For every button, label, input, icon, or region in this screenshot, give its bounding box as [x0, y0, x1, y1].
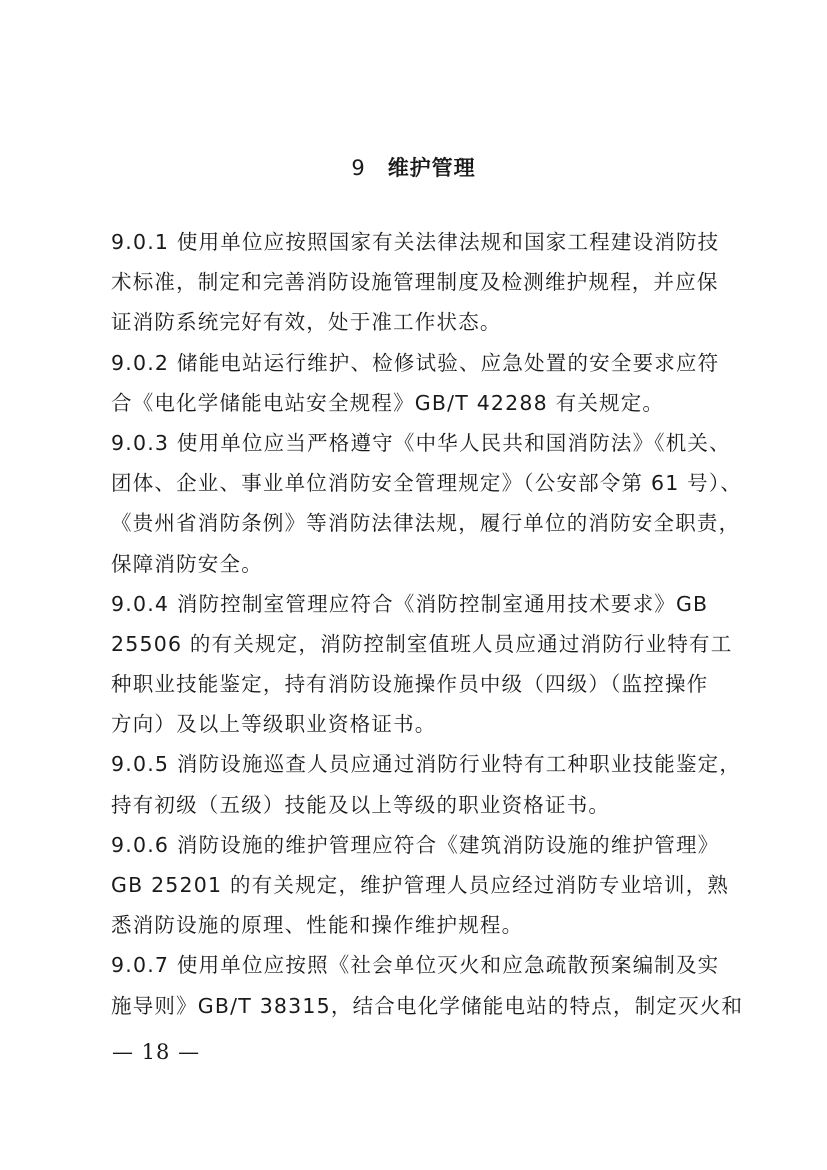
text-line: 9.0.1 使用单位应按照国家有关法律法规和国家工程建设消防技 [111, 230, 720, 254]
text-line: 持有初级（五级）技能及以上等级的职业资格证书。 [111, 792, 611, 817]
text-line: 9.0.4 消防控制室管理应符合《消防控制室通用技术要求》GB [111, 591, 709, 616]
text-line: 种职业技能鉴定，持有消防设施操作员中级（四级）（监控操作 [111, 672, 709, 697]
text-line: 证消防系统完好有效，处于准工作状态。 [111, 310, 502, 335]
text-line: 9.0.6 消防设施的维护管理应符合《建筑消防设施的维护管理》 [111, 832, 720, 857]
text-line: 9.0.7 使用单位应按照《社会单位灭火和应急疏散预案编制及实 [111, 953, 720, 978]
text-line: 方向）及以上等级职业资格证书。 [111, 712, 437, 737]
text-line: 9.0.5 消防设施巡查人员应通过消防行业特有工种职业技能鉴定， [111, 752, 742, 777]
section-title: 维护管理 [387, 156, 476, 180]
text-line: 合《电化学储能电站安全规程》GB/T 42288 有关规定。 [111, 390, 665, 415]
text-line: 术标准，制定和完善消防设施管理制度及检测维护规程，并应保 [111, 270, 719, 295]
text-line: 悉消防设施的原理、性能和操作维护规程。 [111, 913, 524, 938]
text-line: 9.0.3 使用单位应当严格遵守《中华人民共和国消防法》《机关、 [111, 430, 731, 455]
text-line: 保障消防安全。 [111, 551, 263, 576]
section-body [111, 222, 744, 1026]
text-line: 《贵州省消防条例》等消防法律法规，履行单位的消防安全职责， [111, 511, 741, 536]
page-number: — 18 — [112, 1040, 201, 1064]
text-line: 9.0.2 储能电站运行维护、检修试验、应急处置的安全要求应符 [111, 350, 720, 375]
text-line: 施导则》GB/T 38315，结合电化学储能电站的特点，制定灭火和 [111, 993, 744, 1018]
section-heading [0, 152, 827, 182]
text-line: GB 25201 的有关规定，维护管理人员应经过消防专业培训，熟 [111, 873, 730, 897]
section-number: 9 [351, 156, 366, 180]
text-line: 25506 的有关规定，消防控制室值班人员应通过消防行业特有工 [111, 631, 733, 656]
text-line: 团体、企业、事业单位消防安全管理规定》（公安部令第 61 号）、 [111, 471, 743, 496]
